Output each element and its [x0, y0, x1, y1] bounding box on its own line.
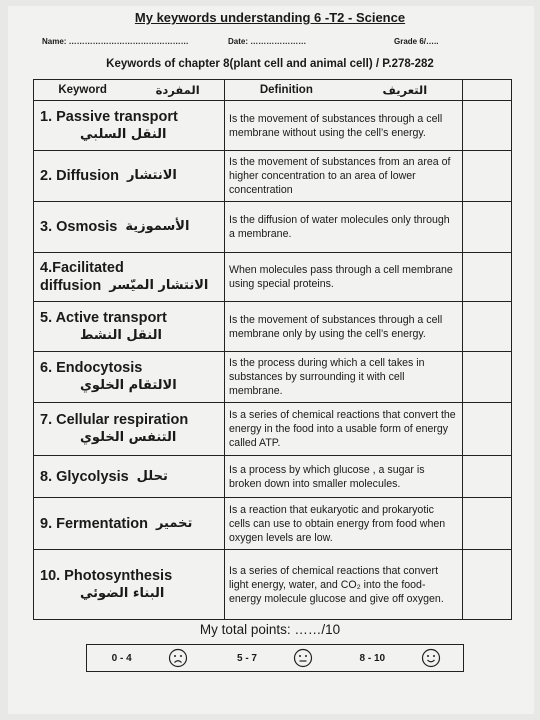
- points-cell[interactable]: [463, 202, 512, 253]
- definition-text: Is the process during which a cell takes in substances by surrounding it with cell membrane.: [225, 352, 463, 403]
- score-range-label: 0 - 4: [111, 652, 132, 664]
- score-range-label: 8 - 10: [359, 652, 386, 664]
- sad-face-icon: [168, 648, 188, 668]
- keyword-arabic-text: النقل النشط: [80, 327, 162, 343]
- definition-header-en: Definition: [259, 84, 313, 96]
- definition-text: Is the diffusion of water molecules only through a membrane.: [225, 202, 463, 253]
- table-row: [34, 498, 512, 550]
- table-row: [34, 202, 512, 253]
- keyword-text-line1: 4.Facilitated: [40, 260, 124, 276]
- total-points-line: My total points: ……/10: [199, 622, 341, 637]
- score-band-low: [87, 648, 212, 668]
- keyword-cell: [34, 302, 225, 352]
- table-row: [34, 352, 512, 403]
- definition-text: Is the movement of substances through a cell membrane only by using the cell’s energy.: [225, 302, 463, 352]
- keyword-arabic-text: تحلل: [136, 468, 168, 484]
- definition-header-ar: التعريف: [382, 83, 428, 97]
- definition-text: Is a reaction that eukaryotic and prokaryotic cells can use to obtain energy from food when oxygen levels are low.: [225, 498, 463, 550]
- grade-field-label: Grade 6/…..: [394, 37, 439, 46]
- points-cell[interactable]: [463, 403, 512, 456]
- points-cell[interactable]: [463, 101, 512, 151]
- keyword-text: 8. Glycolysis: [40, 468, 129, 485]
- score-band-high: [338, 648, 463, 668]
- score-band-mid: [212, 648, 337, 668]
- keyword-text: 6. Endocytosis: [40, 360, 143, 376]
- keyword-cell: [34, 101, 225, 151]
- keyword-cell: [34, 253, 225, 302]
- table-row: [34, 403, 512, 456]
- name-field-label: Name: ………………………………………: [42, 37, 189, 46]
- keyword-arabic-text: تخمير: [155, 515, 193, 531]
- definition-text: Is the movement of substances through a cell membrane without using the cell’s energy.: [225, 101, 463, 151]
- keyword-cell: [34, 403, 225, 456]
- keyword-text: 10. Photosynthesis: [40, 567, 173, 584]
- keyword-arabic-text: الأسموزية: [125, 219, 190, 234]
- keyword-header-en: Keyword: [58, 84, 107, 96]
- chapter-subtitle: Keywords of chapter 8(plant cell and animal cell) / P.278-282: [106, 58, 434, 70]
- worksheet-title: My keywords understanding 6 -T2 - Science: [134, 10, 406, 25]
- keyword-arabic-text: الانتشار: [126, 168, 177, 183]
- keyword-text: 3. Osmosis: [40, 219, 118, 235]
- points-cell[interactable]: [463, 302, 512, 352]
- points-cell[interactable]: [463, 498, 512, 550]
- definition-text: Is a series of chemical reactions that convert the energy in the food into a usable form of energy called ATP.: [225, 403, 463, 456]
- score-range-label: 5 - 7: [236, 652, 257, 664]
- definition-text: Is a series of chemical reactions that convert light energy, water, and CO₂ into the food- energy molecule glucose and give off oxygen.: [225, 550, 463, 620]
- points-cell[interactable]: [463, 456, 512, 498]
- keyword-text-line2: diffusion: [40, 278, 102, 294]
- keyword-cell: [34, 202, 225, 253]
- table-row: [34, 302, 512, 352]
- keyword-text: 9. Fermentation: [40, 515, 148, 532]
- points-cell[interactable]: [463, 151, 512, 202]
- points-cell[interactable]: [463, 253, 512, 302]
- keyword-column-header: [34, 80, 225, 101]
- score-scale: [86, 644, 464, 672]
- definition-text: Is the movement of substances from an area of higher concentration to an area of lower concentration: [225, 151, 463, 202]
- happy-face-icon: [421, 648, 441, 668]
- keyword-arabic-text: التنفس الخلوي: [80, 430, 177, 445]
- keyword-text: 7. Cellular respiration: [40, 412, 189, 428]
- keyword-header-ar: المفردة: [155, 83, 200, 97]
- table-row: [34, 456, 512, 498]
- definition-text: Is a process by which glucose , a sugar is broken down into smaller molecules.: [225, 456, 463, 498]
- keyword-text: 5. Active transport: [40, 309, 167, 326]
- date-field-label: Date: …………………: [228, 37, 307, 46]
- keyword-arabic-text: النقل السلبي: [80, 126, 167, 142]
- table-row: [34, 151, 512, 202]
- points-cell[interactable]: [463, 352, 512, 403]
- keyword-arabic-text: الالتقام الخلوي: [80, 378, 177, 393]
- keyword-cell: [34, 456, 225, 498]
- keyword-arabic-text: البناء الضوئي: [80, 585, 165, 601]
- keywords-table: [33, 79, 512, 620]
- keyword-cell: [34, 498, 225, 550]
- table-row: [34, 253, 512, 302]
- keyword-text: 1. Passive transport: [40, 108, 178, 125]
- keyword-arabic-text: الانتشار الميّسر: [109, 278, 209, 293]
- table-row: [34, 550, 512, 620]
- definition-column-header: [225, 80, 463, 101]
- keyword-cell: [34, 151, 225, 202]
- points-cell[interactable]: [463, 550, 512, 620]
- table-header-row: [34, 80, 512, 101]
- table-row: [34, 101, 512, 151]
- keyword-cell: [34, 550, 225, 620]
- keyword-cell: [34, 352, 225, 403]
- neutral-face-icon: [293, 648, 313, 668]
- definition-text: When molecules pass through a cell membrane using special proteins.: [225, 253, 463, 302]
- points-column-header: [463, 80, 512, 101]
- keyword-text: 2. Diffusion: [40, 168, 119, 184]
